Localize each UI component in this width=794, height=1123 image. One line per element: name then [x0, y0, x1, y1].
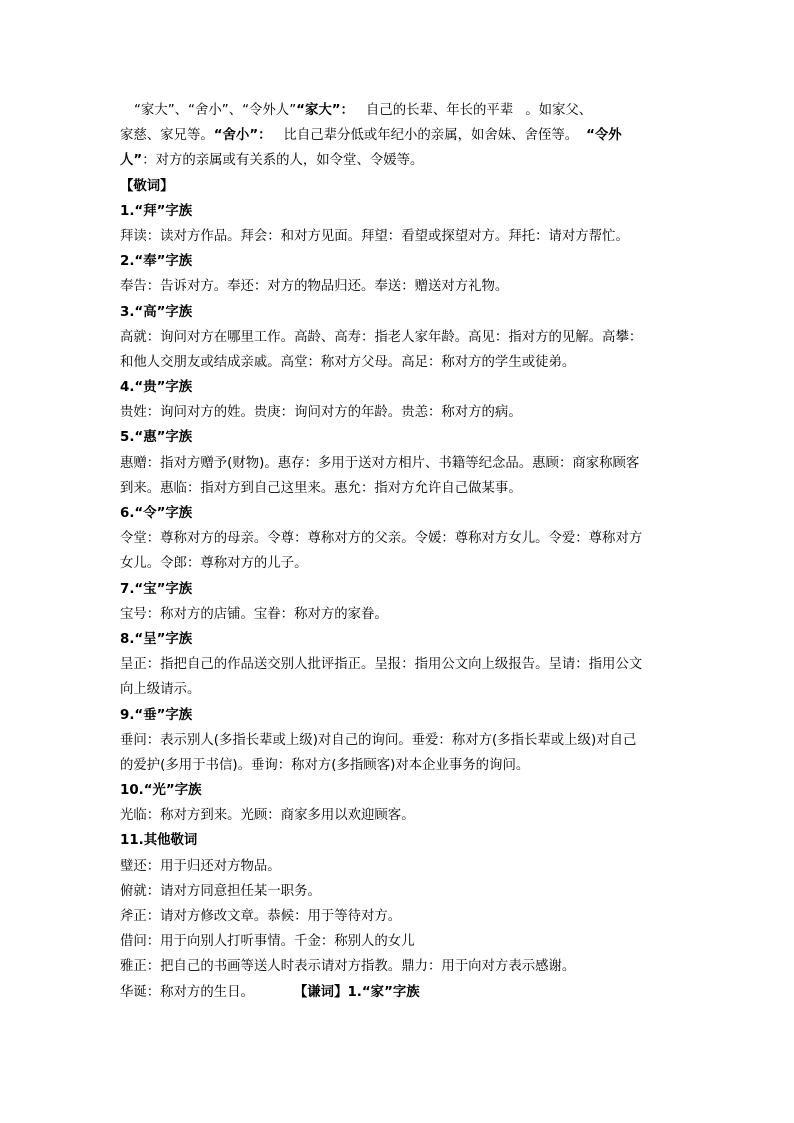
term-she-xiao: “舍小”：: [213, 128, 272, 144]
intro-line-3: 人”：对方的亲属或有关系的人，如令堂、令媛等。: [120, 153, 424, 169]
group-text: 借问：用于向别人打听事情。千金：称别人的女儿: [120, 934, 415, 950]
group-text: 的爱护(多用于书信)。垂询：称对方(多指顾客)对本企业事务的询问。: [120, 757, 530, 773]
group-heading: 9.“垂”字族: [120, 707, 193, 723]
group-text: 贵姓：询问对方的姓。贵庚：询问对方的年龄。贵恙：称对方的病。: [120, 405, 522, 421]
group-text: 雅正：把自己的书画等送人时表示请对方指教。鼎力：用于向对方表示感谢。: [120, 959, 576, 975]
group-text: 女儿。令郎：尊称对方的儿子。: [120, 556, 308, 572]
section-title-jingci: 【敬词】: [120, 178, 174, 194]
group-text: 斧正：请对方修改文章。恭候：用于等待对方。: [120, 909, 402, 924]
group-heading: 3.“高”字族: [120, 304, 193, 320]
group-text: 呈正：指把自己的作品送交别人批评指正。呈报：指用公文向上级报告。呈请：指用公文: [120, 657, 643, 673]
group-text: 和他人交朋友或结成亲戚。高堂：称对方父母。高足：称对方的学生或徒弟。: [120, 354, 576, 370]
group-text: 令堂：尊称对方的母亲。令尊：尊称对方的父亲。令媛：尊称对方女儿。令爱：尊称对方: [120, 531, 643, 547]
group-text: 惠赠：指对方赠予(财物)。惠存：多用于送对方相片、书籍等纪念品。惠顾：商家称顾客: [120, 455, 640, 471]
group-text: 向上级请示。: [120, 682, 201, 698]
group-heading: 11.其他敬词: [120, 833, 198, 849]
group-heading: 6.“令”字族: [120, 506, 193, 521]
group-text: 垂问：表示别人(多指长辈或上级)对自己的询问。垂爱：称对方(多指长辈或上级)对自己: [120, 732, 637, 748]
group-heading: 1.“拜”字族: [120, 203, 193, 219]
group-text: 奉告：告诉对方。奉还：对方的物品归还。奉送：赠送对方礼物。: [120, 279, 509, 295]
term-ling-wai: “令外: [586, 128, 622, 144]
group-text: 到来。惠临：指对方到自己这里来。惠允：指对方允许自己做某事。: [120, 480, 522, 496]
document-body: [120, 98, 680, 1005]
group-heading: 7.“宝”字族: [120, 581, 193, 597]
section-title-qianci: 【谦词】1.“家”字族: [293, 984, 420, 1000]
group-text: 璧还：用于归还对方物品。: [120, 858, 281, 874]
intro-line-1: “家大”、“舍小”、“令外人”“家大”： 自己的长辈、年长的平辈 。如家父、: [134, 103, 593, 118]
intro-terms: “家大”、“舍小”、“令外人”: [134, 103, 297, 118]
term-jia-da: “家大”：: [296, 103, 354, 118]
group-heading: 5.“惠”字族: [120, 430, 193, 446]
group-text: 高就：询问对方在哪里工作。高龄、高寿：指老人家年龄。高见：指对方的见解。高攀：: [120, 329, 643, 345]
intro-line-2: 家慈、家兄等。“舍小”： 比自己辈分低或年纪小的亲属，如舍妹、舍侄等。 “令外: [120, 128, 622, 144]
group-heading: 2.“奉”字族: [120, 254, 193, 270]
group-text: 宝号：称对方的店铺。宝眷：称对方的家眷。: [120, 606, 388, 622]
group-text: 俯就：请对方同意担任某一职务。: [120, 883, 321, 899]
last-line: 华诞：称对方的生日。 【谦词】1.“家”字族: [120, 984, 420, 1000]
group-text: 光临：称对方到来。光顾：商家多用以欢迎顾客。: [120, 808, 415, 824]
group-heading: 10.“光”字族: [120, 783, 202, 799]
group-heading: 4.“贵”字族: [120, 380, 193, 396]
group-text: 拜读：读对方作品。拜会：和对方见面。拜望：看望或探望对方。拜托：请对方帮忙。: [120, 228, 629, 244]
group-heading: 8.“呈”字族: [120, 631, 193, 647]
